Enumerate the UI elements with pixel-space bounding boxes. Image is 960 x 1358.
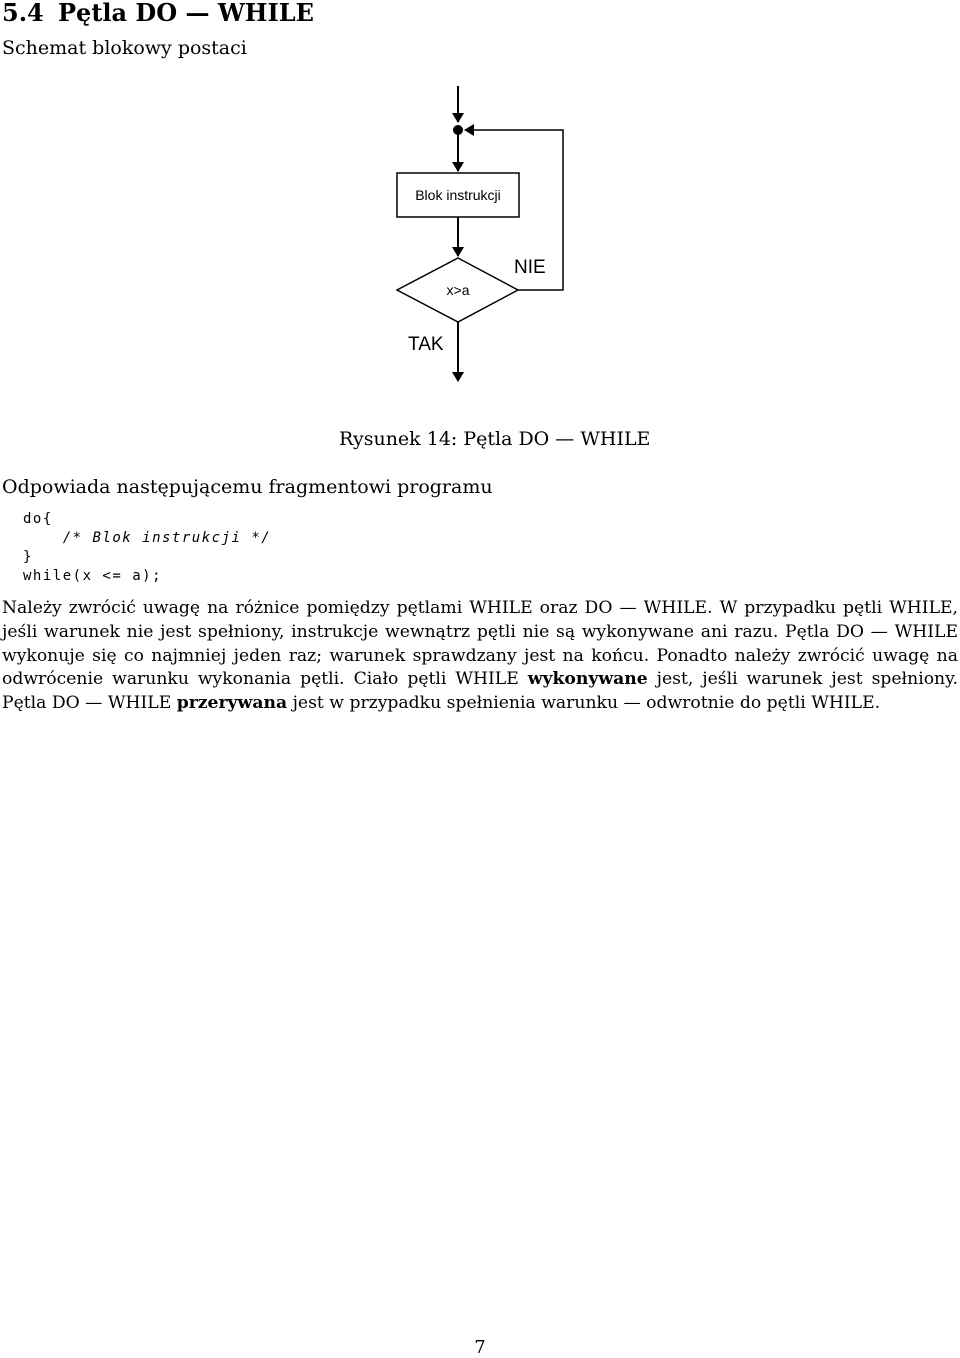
code-block bbox=[23, 510, 271, 586]
paragraph-line: wykonuje się co najmniej jeden raz; warunek sprawdzany jest na końcu. Ponadto należy zwrócić uwagę na bbox=[2, 645, 958, 666]
paragraph-text: jest w przypadku spełnienia warunku — odwrotnie do pętli WHILE. bbox=[292, 693, 881, 714]
block-label: Blok instrukcji bbox=[415, 187, 501, 203]
section-title: Pętla DO — WHILE bbox=[58, 0, 314, 27]
subtitle: Schemat blokowy postaci bbox=[2, 37, 247, 59]
paragraph-line: jeśli warunek nie jest spełniony, instrukcje wewnątrz pętli nie są wykonywane ani razu. Pętla DO — WHILE bbox=[2, 621, 958, 642]
bold-term-interrupted: przerywana bbox=[176, 693, 288, 714]
paragraph-line bbox=[2, 668, 958, 692]
page-number: 7 bbox=[474, 1337, 486, 1358]
code-line: do{ bbox=[23, 511, 53, 527]
paragraph-line bbox=[2, 692, 958, 716]
paragraph-text: jest, jeśli warunek jest spełniony. bbox=[656, 669, 959, 690]
no-label: NIE bbox=[514, 257, 546, 278]
code-line: } bbox=[23, 549, 33, 565]
section-number: 5.4 bbox=[2, 0, 44, 27]
figure-caption: Rysunek 14: Pętla DO — WHILE bbox=[339, 428, 651, 450]
code-comment: /* Blok instrukcji */ bbox=[62, 530, 272, 546]
condition-label: x>a bbox=[446, 282, 470, 298]
paragraph-text: Pętla DO — WHILE bbox=[2, 693, 172, 714]
paragraph-line: Należy zwrócić uwagę na różnice pomiędzy pętlami WHILE oraz DO — WHILE. W przypadku pętli WHILE, bbox=[2, 598, 958, 618]
code-line: while(x <= a); bbox=[23, 568, 163, 584]
yes-label: TAK bbox=[408, 334, 444, 355]
bold-term-executed: wykonywane bbox=[527, 669, 648, 690]
body-paragraph bbox=[2, 597, 958, 716]
flowchart bbox=[0, 0, 960, 400]
paragraph-text: odwrócenie warunku wykonania pętli. Ciało pętli WHILE bbox=[2, 669, 519, 690]
intro-text: Odpowiada następującemu fragmentowi programu bbox=[2, 476, 493, 498]
